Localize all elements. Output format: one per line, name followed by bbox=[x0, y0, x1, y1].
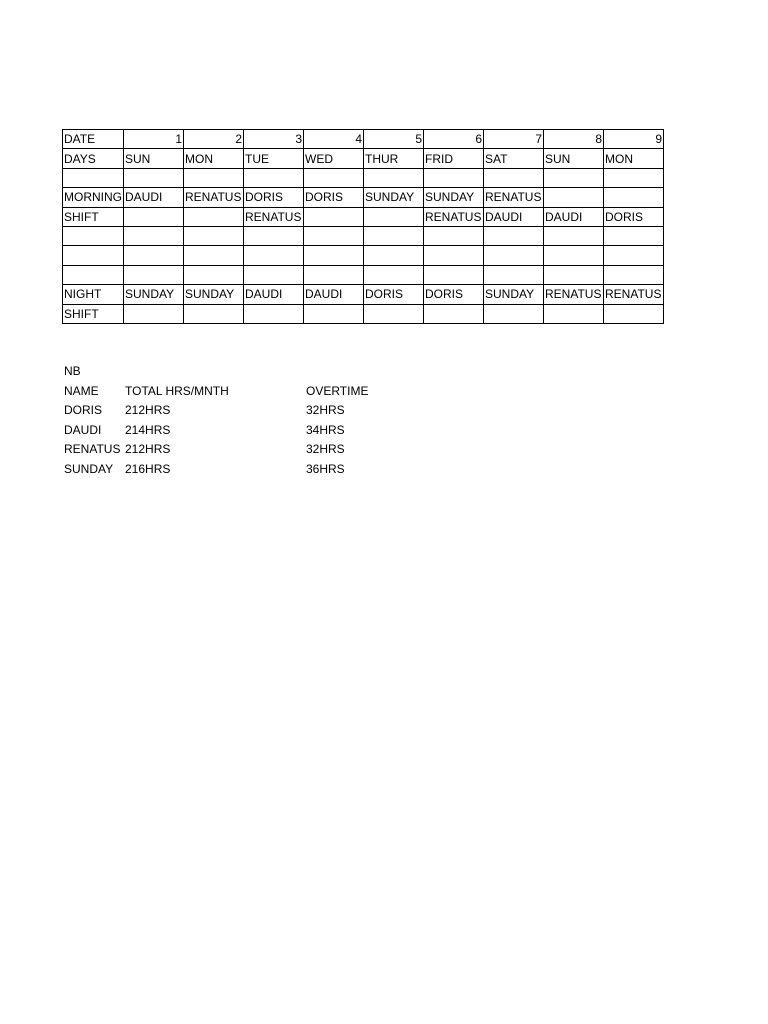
schedule-row bbox=[63, 149, 664, 168]
shift-cell[interactable] bbox=[244, 246, 304, 265]
schedule-row bbox=[63, 188, 664, 207]
shift-cell[interactable] bbox=[424, 304, 484, 323]
shift-cell[interactable]: MON bbox=[604, 149, 664, 168]
shift-cell[interactable] bbox=[364, 226, 424, 245]
shift-cell[interactable] bbox=[364, 207, 424, 226]
shift-cell[interactable] bbox=[604, 246, 664, 265]
shift-cell[interactable] bbox=[484, 226, 544, 245]
shift-cell[interactable]: SUN bbox=[544, 149, 604, 168]
shift-cell[interactable] bbox=[364, 265, 424, 284]
shift-cell[interactable]: TUE bbox=[244, 149, 304, 168]
shift-cell[interactable] bbox=[484, 168, 544, 187]
summary-total-hours: 212HRS bbox=[125, 403, 171, 417]
row-label-cell[interactable] bbox=[63, 246, 124, 265]
shift-cell[interactable] bbox=[424, 265, 484, 284]
row-label-cell[interactable]: NIGHT bbox=[63, 285, 124, 304]
shift-cell[interactable]: RENATUS bbox=[604, 285, 664, 304]
shift-cell[interactable]: DORIS bbox=[364, 285, 424, 304]
shift-cell[interactable]: RENATUS bbox=[184, 188, 244, 207]
shift-cell[interactable] bbox=[604, 188, 664, 207]
schedule-row bbox=[63, 226, 664, 245]
row-label-cell[interactable] bbox=[63, 265, 124, 284]
schedule-row bbox=[63, 168, 664, 187]
shift-cell[interactable]: DAUDI bbox=[304, 285, 364, 304]
shift-cell[interactable]: DAUDI bbox=[544, 207, 604, 226]
shift-cell[interactable] bbox=[484, 265, 544, 284]
shift-cell[interactable] bbox=[184, 207, 244, 226]
shift-cell[interactable]: DORIS bbox=[304, 188, 364, 207]
shift-cell[interactable] bbox=[244, 226, 304, 245]
shift-cell[interactable] bbox=[364, 304, 424, 323]
shift-cell[interactable] bbox=[604, 304, 664, 323]
row-label-cell[interactable]: SHIFT bbox=[63, 304, 124, 323]
shift-cell[interactable]: DAUDI bbox=[244, 285, 304, 304]
date-label-cell[interactable]: DATE bbox=[63, 130, 124, 149]
shift-cell[interactable]: SUN bbox=[124, 149, 184, 168]
summary-total-hours: 212HRS bbox=[125, 442, 171, 456]
shift-cell[interactable] bbox=[244, 304, 304, 323]
shift-cell[interactable] bbox=[304, 226, 364, 245]
shift-cell[interactable]: FRID bbox=[424, 149, 484, 168]
shift-cell[interactable]: SAT bbox=[484, 149, 544, 168]
shift-cell[interactable] bbox=[364, 168, 424, 187]
summary-name: RENATUS bbox=[64, 442, 121, 456]
shift-cell[interactable] bbox=[304, 246, 364, 265]
shift-cell[interactable] bbox=[124, 168, 184, 187]
summary-total-hours: 216HRS bbox=[125, 461, 171, 476]
shift-cell[interactable] bbox=[604, 168, 664, 187]
shift-cell[interactable]: MON bbox=[184, 149, 244, 168]
row-label-cell[interactable]: DAYS bbox=[63, 149, 124, 168]
date-cell[interactable]: 3 bbox=[244, 130, 304, 149]
summary-overtime: 32HRS bbox=[306, 442, 345, 456]
shift-cell[interactable] bbox=[184, 246, 244, 265]
shift-cell[interactable]: SUNDAY bbox=[364, 188, 424, 207]
shift-cell[interactable]: DORIS bbox=[244, 188, 304, 207]
date-cell[interactable]: 1 bbox=[124, 130, 184, 149]
date-cell[interactable]: 4 bbox=[304, 130, 364, 149]
shift-cell[interactable] bbox=[544, 246, 604, 265]
date-cell[interactable]: 6 bbox=[424, 130, 484, 149]
shift-cell[interactable] bbox=[484, 304, 544, 323]
shift-schedule-table bbox=[62, 129, 664, 324]
summary-overtime: 36HRS bbox=[306, 461, 345, 476]
schedule-row bbox=[63, 207, 664, 226]
name-header: NAME bbox=[64, 383, 99, 398]
shift-cell[interactable]: RENATUS bbox=[544, 285, 604, 304]
shift-cell[interactable]: THUR bbox=[364, 149, 424, 168]
shift-cell[interactable] bbox=[184, 304, 244, 323]
shift-cell[interactable]: SUNDAY bbox=[484, 285, 544, 304]
row-label-cell[interactable] bbox=[63, 226, 124, 245]
summary-overtime: 34HRS bbox=[306, 422, 345, 437]
shift-cell[interactable] bbox=[604, 226, 664, 245]
shift-cell[interactable] bbox=[124, 246, 184, 265]
summary-overtime: 32HRS bbox=[306, 403, 345, 417]
shift-cell[interactable] bbox=[244, 265, 304, 284]
shift-cell[interactable] bbox=[184, 226, 244, 245]
shift-cell[interactable]: RENATUS bbox=[244, 207, 304, 226]
shift-cell[interactable] bbox=[244, 168, 304, 187]
overtime-header: OVERTIME bbox=[306, 383, 369, 398]
total-hours-header: TOTAL HRS/MNTH bbox=[125, 383, 229, 398]
shift-cell[interactable]: DORIS bbox=[424, 285, 484, 304]
shift-cell[interactable] bbox=[124, 207, 184, 226]
shift-cell[interactable] bbox=[364, 246, 424, 265]
shift-cell[interactable]: DAUDI bbox=[484, 207, 544, 226]
summary-name: DAUDI bbox=[64, 422, 102, 437]
shift-cell[interactable]: RENATUS bbox=[484, 188, 544, 207]
shift-cell[interactable] bbox=[544, 188, 604, 207]
shift-cell[interactable] bbox=[124, 226, 184, 245]
date-cell[interactable]: 2 bbox=[184, 130, 244, 149]
summary-name: DORIS bbox=[64, 403, 103, 417]
shift-cell[interactable] bbox=[304, 168, 364, 187]
date-header-row bbox=[63, 130, 664, 149]
shift-cell[interactable]: RENATUS bbox=[424, 207, 484, 226]
shift-cell[interactable]: SUNDAY bbox=[424, 188, 484, 207]
date-cell[interactable]: 5 bbox=[364, 130, 424, 149]
shift-cell[interactable] bbox=[304, 304, 364, 323]
shift-cell[interactable] bbox=[124, 265, 184, 284]
shift-cell[interactable] bbox=[544, 168, 604, 187]
shift-cell[interactable]: DAUDI bbox=[124, 188, 184, 207]
row-label-cell[interactable]: MORNING bbox=[63, 188, 124, 207]
shift-cell[interactable] bbox=[304, 265, 364, 284]
shift-cell[interactable] bbox=[124, 304, 184, 323]
shift-cell[interactable]: WED bbox=[304, 149, 364, 168]
shift-cell[interactable] bbox=[424, 226, 484, 245]
shift-cell[interactable]: DORIS bbox=[604, 207, 664, 226]
shift-cell[interactable] bbox=[544, 304, 604, 323]
shift-cell[interactable] bbox=[424, 168, 484, 187]
date-cell[interactable]: 7 bbox=[484, 130, 544, 149]
nb-label: NB bbox=[64, 364, 81, 378]
shift-cell[interactable]: SUNDAY bbox=[124, 285, 184, 304]
shift-cell[interactable] bbox=[424, 246, 484, 265]
row-label-cell[interactable]: SHIFT bbox=[63, 207, 124, 226]
shift-cell[interactable] bbox=[184, 265, 244, 284]
schedule-row bbox=[63, 304, 664, 323]
shift-cell[interactable] bbox=[544, 226, 604, 245]
schedule-row bbox=[63, 265, 664, 284]
date-cell[interactable]: 9 bbox=[604, 130, 664, 149]
shift-cell[interactable] bbox=[304, 207, 364, 226]
shift-cell[interactable] bbox=[184, 168, 244, 187]
summary-name: SUNDAY bbox=[64, 461, 114, 476]
schedule-row bbox=[63, 246, 664, 265]
shift-cell[interactable] bbox=[604, 265, 664, 284]
shift-cell[interactable] bbox=[544, 265, 604, 284]
schedule-row bbox=[63, 285, 664, 304]
row-label-cell[interactable] bbox=[63, 168, 124, 187]
shift-cell[interactable] bbox=[484, 246, 544, 265]
shift-cell[interactable]: SUNDAY bbox=[184, 285, 244, 304]
summary-total-hours: 214HRS bbox=[125, 422, 171, 437]
date-cell[interactable]: 8 bbox=[544, 130, 604, 149]
